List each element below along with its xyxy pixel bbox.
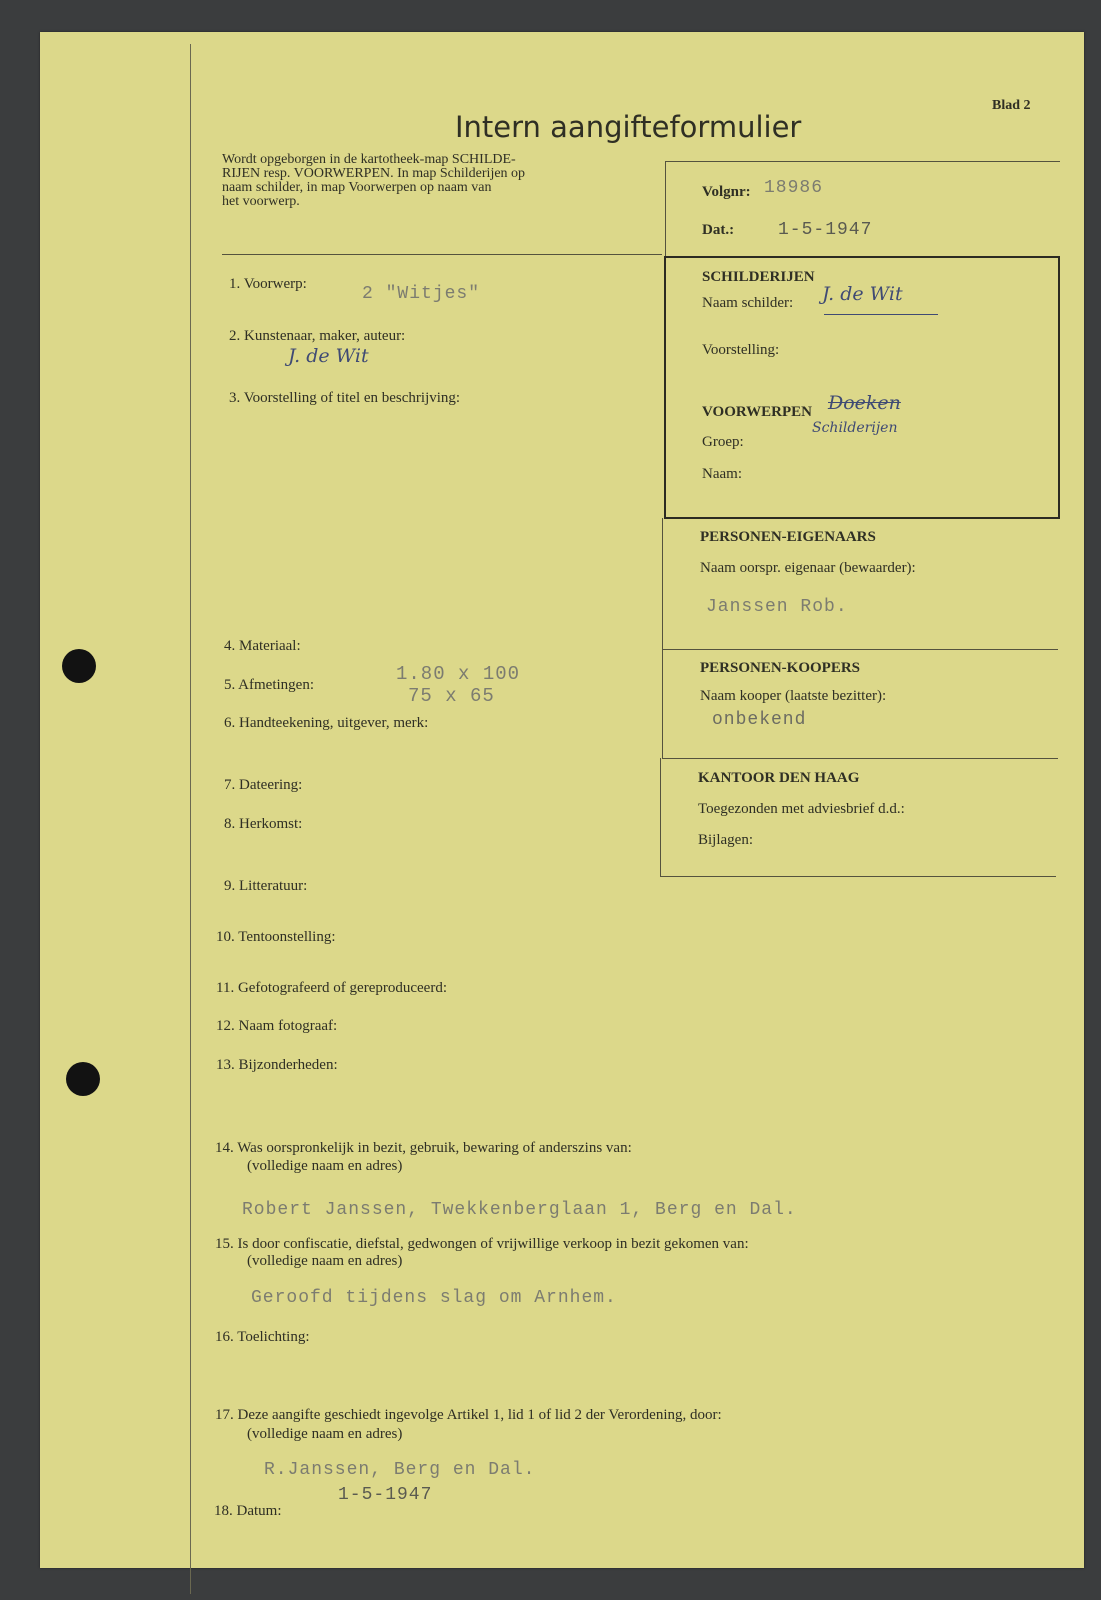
eigenaar-value: Janssen Rob. — [706, 597, 848, 617]
field-10-label: 10. Tentoonstelling: — [216, 929, 336, 945]
form-title: Intern aangifteformulier — [455, 110, 802, 144]
naam-schilder-value: J. de Wit — [822, 283, 903, 305]
field-8-label: 8. Herkomst: — [224, 816, 303, 832]
divider — [222, 254, 662, 255]
intro-line: naam schilder, in map Voorwerpen op naam van — [222, 180, 492, 195]
punch-hole-bottom — [66, 1062, 100, 1096]
kooper-value: onbekend — [712, 710, 807, 730]
volgnr-label: Volgnr: — [702, 184, 751, 200]
field-12-label: 12. Naam fotograaf: — [216, 1018, 338, 1034]
eigenaars-header: PERSONEN-EIGENAARS — [700, 529, 876, 545]
field-1-value: 2 "Witjes" — [362, 284, 481, 304]
dat-value: 1-5-1947 — [778, 220, 873, 240]
divider — [662, 758, 1058, 759]
divider — [660, 876, 1056, 877]
field-7-label: 7. Dateering: — [224, 777, 303, 793]
kantoor-line1: Toegezonden met adviesbrief d.d.: — [698, 801, 905, 817]
field-16-label: 16. Toelichting: — [215, 1329, 310, 1345]
punch-hole-top — [62, 649, 96, 683]
intro-line: het voorwerp. — [222, 194, 300, 209]
field-5-label: 5. Afmetingen: — [224, 677, 314, 693]
field-4-label: 4. Materiaal: — [224, 638, 301, 654]
field-14-value: Robert Janssen, Twekkenberglaan 1, Berg en Dal. — [242, 1200, 797, 1220]
field-17-label: 17. Deze aangifte geschiedt ingevolge Artikel 1, lid 1 of lid 2 der Verordening, door: — [215, 1407, 722, 1423]
page-label: Blad 2 — [992, 98, 1031, 113]
dat-label: Dat.: — [702, 222, 735, 238]
field-5-value-2: 75 x 65 — [408, 685, 495, 707]
field-6-label: 6. Handteekening, uitgever, merk: — [224, 715, 429, 731]
field-11-label: 11. Gefotografeerd of gereproduceerd: — [216, 980, 447, 996]
field-17-value: R.Janssen, Berg en Dal. — [264, 1460, 536, 1480]
field-9-label: 9. Litteratuur: — [224, 878, 308, 894]
volgnr-value: 18986 — [764, 178, 824, 198]
field-15-sub: (volledige naam en adres) — [247, 1253, 403, 1269]
kooper-label: Naam kooper (laatste bezitter): — [700, 688, 887, 704]
field-17-sub: (volledige naam en adres) — [247, 1426, 403, 1442]
intro-line: RIJEN resp. VOORWERPEN. In map Schilderijen op — [222, 166, 526, 181]
divider — [665, 161, 666, 257]
form-sheet — [40, 32, 1084, 1568]
field-1-label: 1. Voorwerp: — [229, 276, 307, 292]
field-18-label: 18. Datum: — [214, 1503, 282, 1519]
field-14-sub: (volledige naam en adres) — [247, 1158, 403, 1174]
field-15-value: Geroofd tijdens slag om Arnhem. — [251, 1288, 617, 1308]
koopers-header: PERSONEN-KOOPERS — [700, 660, 861, 676]
field-2-value: J. de Wit — [288, 345, 369, 367]
divider — [660, 758, 661, 876]
divider — [662, 518, 663, 650]
voorwerpen-struck-value: Doeken — [828, 392, 901, 414]
signature-underline — [824, 314, 938, 315]
field-15-label: 15. Is door confiscatie, diefstal, gedwongen of vrijwillige verkoop in bezit gekomen van: — [215, 1236, 749, 1252]
field-14-label: 14. Was oorspronkelijk in bezit, gebruik, bewaring of anderszins van: — [215, 1140, 632, 1156]
field-5-value: 1.80 x 100 — [396, 663, 521, 685]
intro-line: Wordt opgeborgen in de kartotheek-map SCHILDE- — [222, 152, 516, 167]
field-2-label: 2. Kunstenaar, maker, auteur: — [229, 328, 406, 344]
schilderijen-header: SCHILDERIJEN — [702, 269, 815, 285]
intro-text — [222, 153, 642, 209]
kantoor-header: KANTOOR DEN HAAG — [698, 770, 860, 786]
field-13-label: 13. Bijzonderheden: — [216, 1057, 338, 1073]
eigenaar-label: Naam oorspr. eigenaar (bewaarder): — [700, 560, 916, 576]
naam-schilder-label: Naam schilder: — [702, 295, 794, 311]
margin-line — [190, 44, 191, 1594]
kantoor-line2: Bijlagen: — [698, 832, 753, 848]
divider — [665, 161, 1060, 162]
field-3-label: 3. Voorstelling of titel en beschrijving: — [229, 390, 461, 406]
groep-label: Groep: — [702, 434, 744, 450]
groep-value: Schilderijen — [812, 420, 898, 436]
naam-label: Naam: — [702, 466, 742, 482]
divider — [662, 649, 663, 759]
voorwerpen-header: VOORWERPEN — [702, 404, 813, 420]
voorstelling-label: Voorstelling: — [702, 342, 780, 358]
divider — [662, 649, 1058, 650]
field-18-value: 1-5-1947 — [338, 1485, 433, 1505]
